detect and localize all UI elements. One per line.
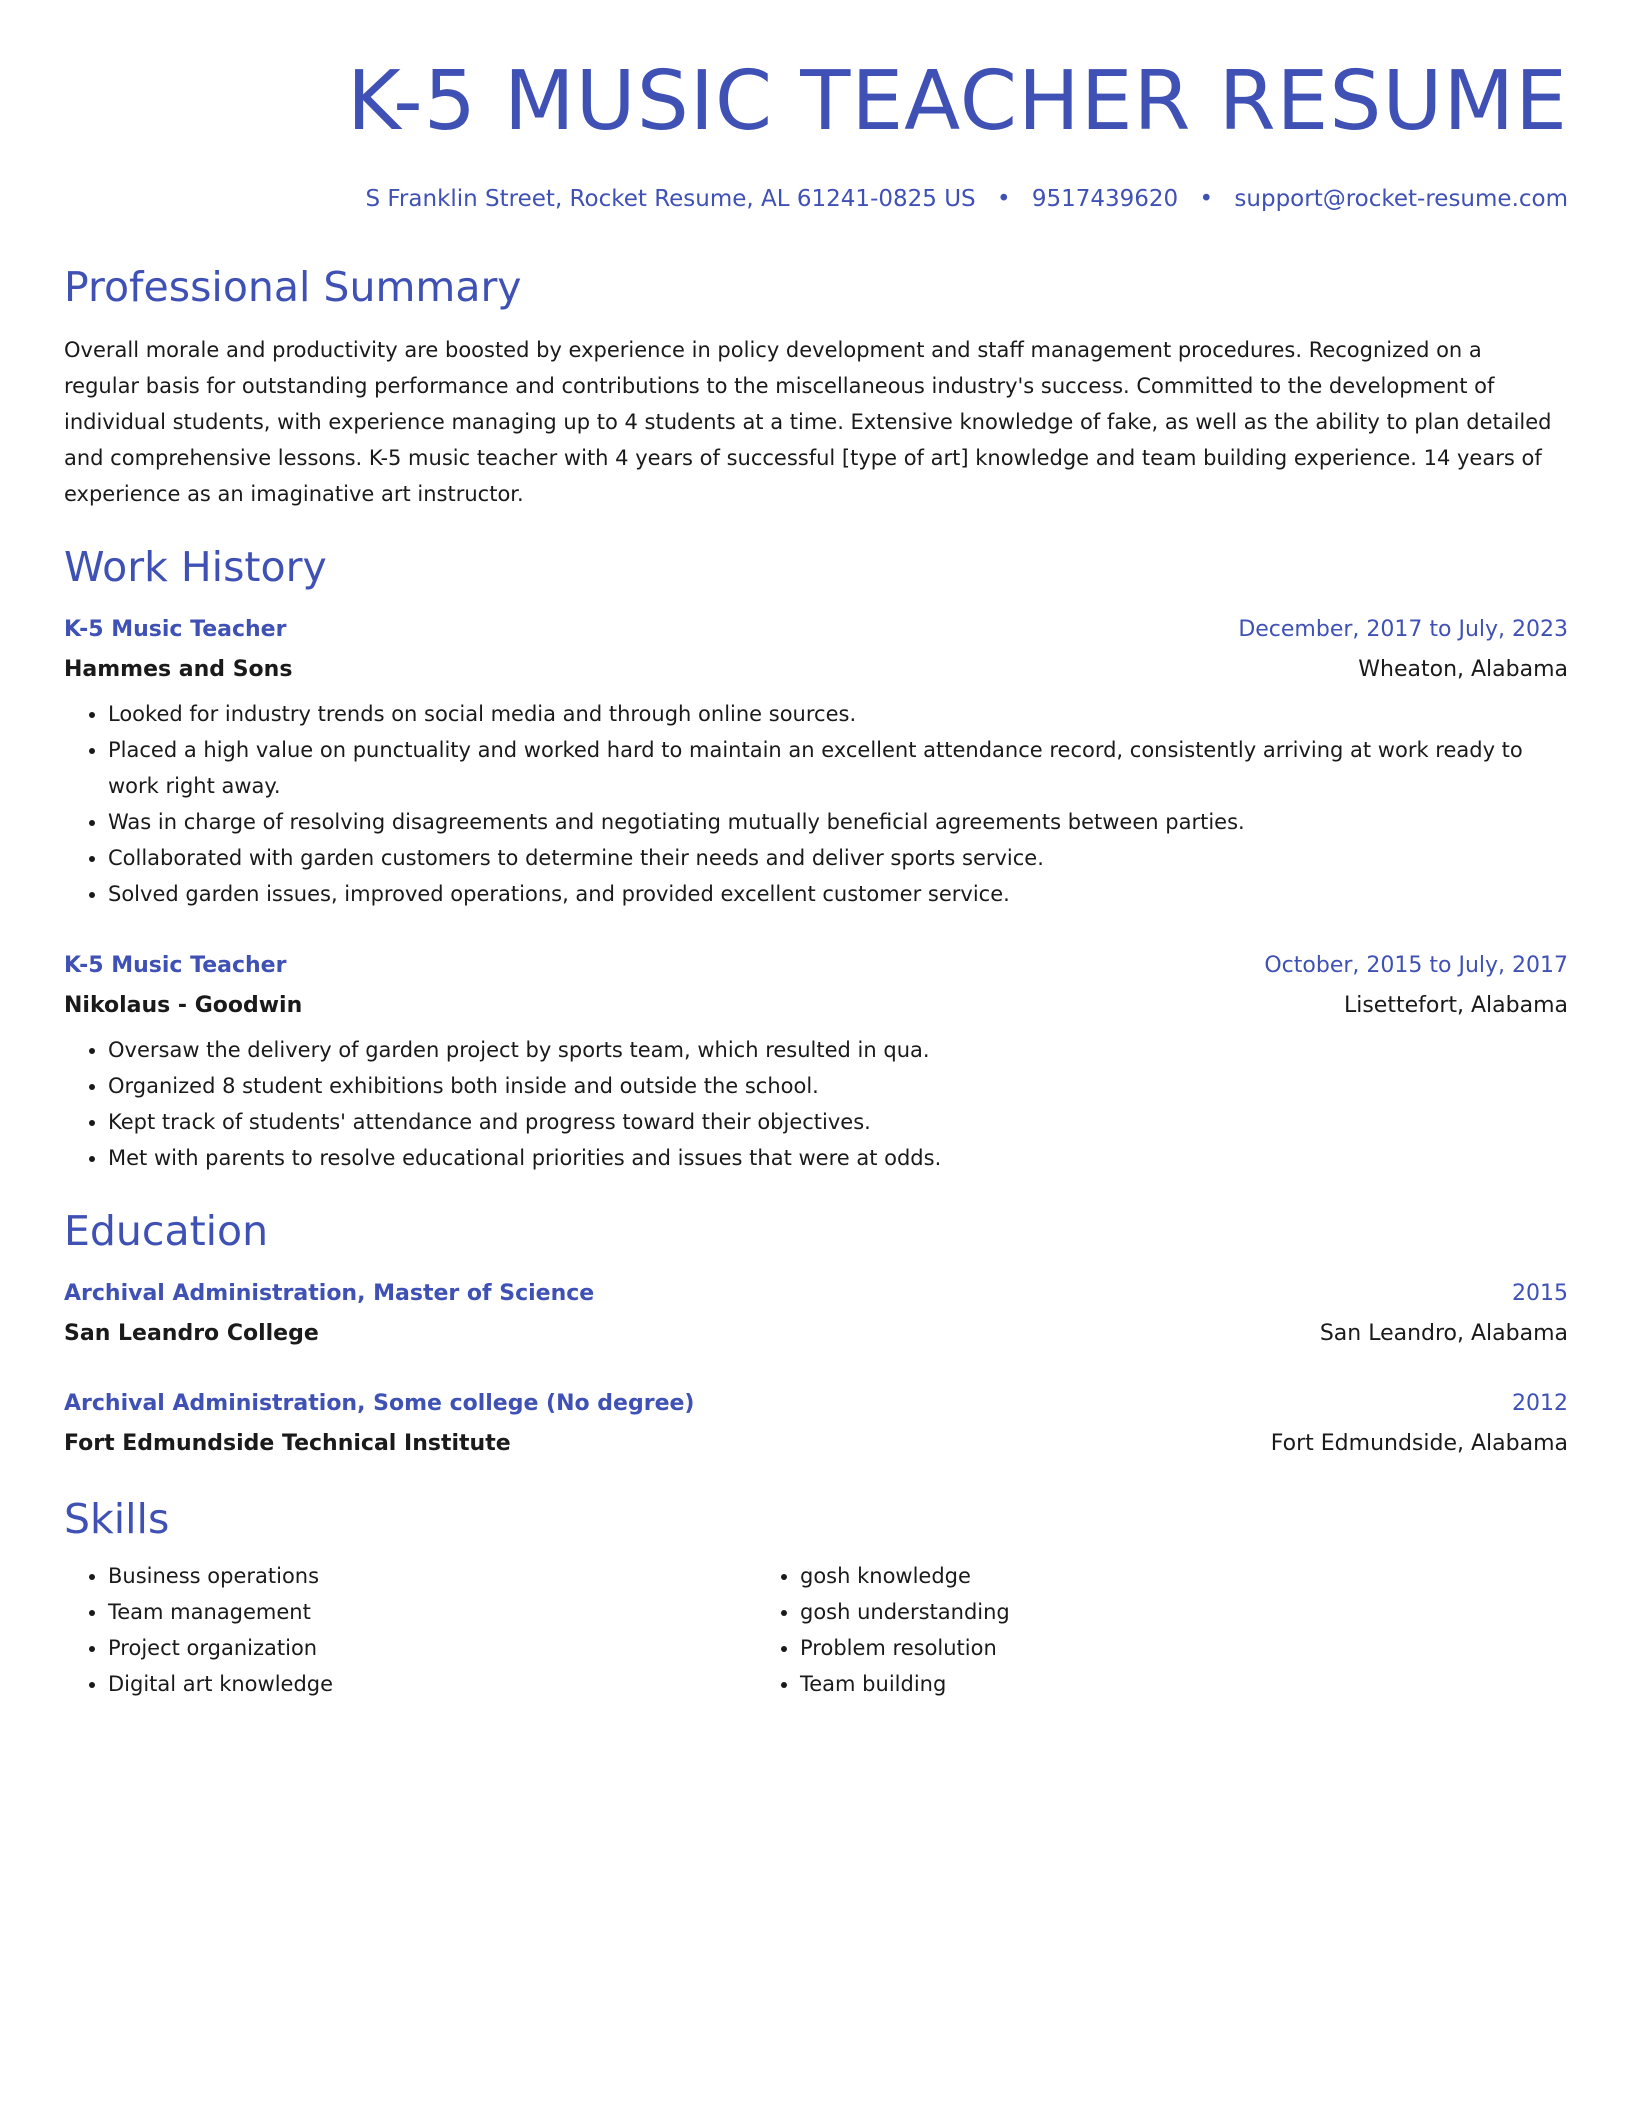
summary-text: Overall morale and productivity are boosted by experience in policy development and staff management procedures. Recognized on a regular basis for outstanding performance and contributions to the miscellaneous industry's success. Committed to the development of individual students, with experience managing up to 4 students at a time. Extensive knowledge of fake, as well as the ability to plan detailed and comprehensive lessons. K-5 music teacher with 4 years of successful [type of art] knowledge and team building experience. 14 years of experience as an imaginative art instructor. [64, 338, 1552, 506]
job-role: K-5 Music Teacher [64, 953, 287, 978]
education-heading: Education [64, 1207, 269, 1255]
job-bullet: • Was in charge of resolving disagreements and negotiating mutually beneficial agreements between parties. [108, 804, 1568, 840]
degree-name: Archival Administration, Master of Science [64, 1281, 595, 1306]
school-row [64, 1424, 1568, 1464]
job-location: Wheaton, Alabama [1358, 657, 1568, 682]
job-company: Hammes and Sons [64, 657, 293, 682]
school-location: Fort Edmundside, Alabama [1270, 1431, 1568, 1456]
skills-heading: Skills [64, 1495, 170, 1543]
job-company: Nikolaus - Goodwin [64, 993, 303, 1018]
contact-address: S Franklin Street, Rocket Resume, AL 61241-0825 US [365, 186, 976, 212]
skill-item: • Business operations [108, 1558, 756, 1594]
job-role: K-5 Music Teacher [64, 617, 287, 642]
job-bullet: • Oversaw the delivery of garden project by sports team, which resulted in qua. [108, 1032, 1568, 1068]
skill-item: • Project organization [108, 1630, 756, 1666]
work-history-section [64, 542, 1568, 1176]
contact-separator: • [996, 186, 1011, 212]
degree-year: 2012 [1512, 1391, 1568, 1416]
degree-year: 2015 [1512, 1281, 1568, 1306]
skills-list-left [64, 1558, 756, 1702]
school-name: Fort Edmundside Technical Institute [64, 1431, 511, 1456]
skills-section [64, 1494, 1568, 1702]
degree-name: Archival Administration, Some college (No degree) [64, 1391, 695, 1416]
job-company-row [64, 650, 1568, 690]
skills-list-right [756, 1558, 1448, 1702]
skill-item: • Team building [800, 1666, 1448, 1702]
work-history-heading: Work History [64, 543, 327, 591]
resume-header [64, 52, 1568, 214]
skills-columns [64, 1558, 1568, 1702]
resume-title: K-5 MUSIC TEACHER RESUME [346, 54, 1568, 149]
job-entry [64, 610, 1568, 912]
contact-email: support@rocket-resume.com [1234, 186, 1568, 212]
job-entry [64, 946, 1568, 1176]
degree-row [64, 1274, 1568, 1314]
school-name: San Leandro College [64, 1321, 319, 1346]
skill-item: • Digital art knowledge [108, 1666, 756, 1702]
skill-item: • gosh knowledge [800, 1558, 1448, 1594]
job-title-row [64, 946, 1568, 986]
contact-separator: • [1199, 186, 1214, 212]
summary-heading: Professional Summary [64, 263, 522, 311]
job-bullet: • Solved garden issues, improved operations, and provided excellent customer service. [108, 876, 1568, 912]
degree-row [64, 1384, 1568, 1424]
job-bullet: • Kept track of students' attendance and progress toward their objectives. [108, 1104, 1568, 1140]
education-section [64, 1206, 1568, 1464]
education-entry [64, 1384, 1568, 1464]
job-location: Lisettefort, Alabama [1343, 993, 1568, 1018]
summary-section [64, 262, 1568, 512]
job-dates: October, 2015 to July, 2017 [1264, 953, 1568, 978]
job-company-row [64, 986, 1568, 1026]
job-title-row [64, 610, 1568, 650]
job-bullet: • Met with parents to resolve educational priorities and issues that were at odds. [108, 1140, 1568, 1176]
skill-item: • Team management [108, 1594, 756, 1630]
job-dates: December, 2017 to July, 2023 [1238, 617, 1568, 642]
job-bullet: • Looked for industry trends on social media and through online sources. [108, 696, 1568, 732]
contact-phone: 9517439620 [1031, 186, 1179, 212]
job-bullets [64, 1032, 1568, 1176]
skill-item: • gosh understanding [800, 1594, 1448, 1630]
school-location: San Leandro, Alabama [1319, 1321, 1568, 1346]
skill-item: • Problem resolution [800, 1630, 1448, 1666]
job-bullet: • Collaborated with garden customers to determine their needs and deliver sports service. [108, 840, 1568, 876]
school-row [64, 1314, 1568, 1354]
job-bullet: • Placed a high value on punctuality and worked hard to maintain an excellent attendance record, consistently arriving at work ready to work right away. [108, 732, 1568, 804]
job-bullets [64, 696, 1568, 912]
job-bullet: • Organized 8 student exhibitions both inside and outside the school. [108, 1068, 1568, 1104]
contact-line [64, 184, 1568, 214]
education-entry [64, 1274, 1568, 1354]
